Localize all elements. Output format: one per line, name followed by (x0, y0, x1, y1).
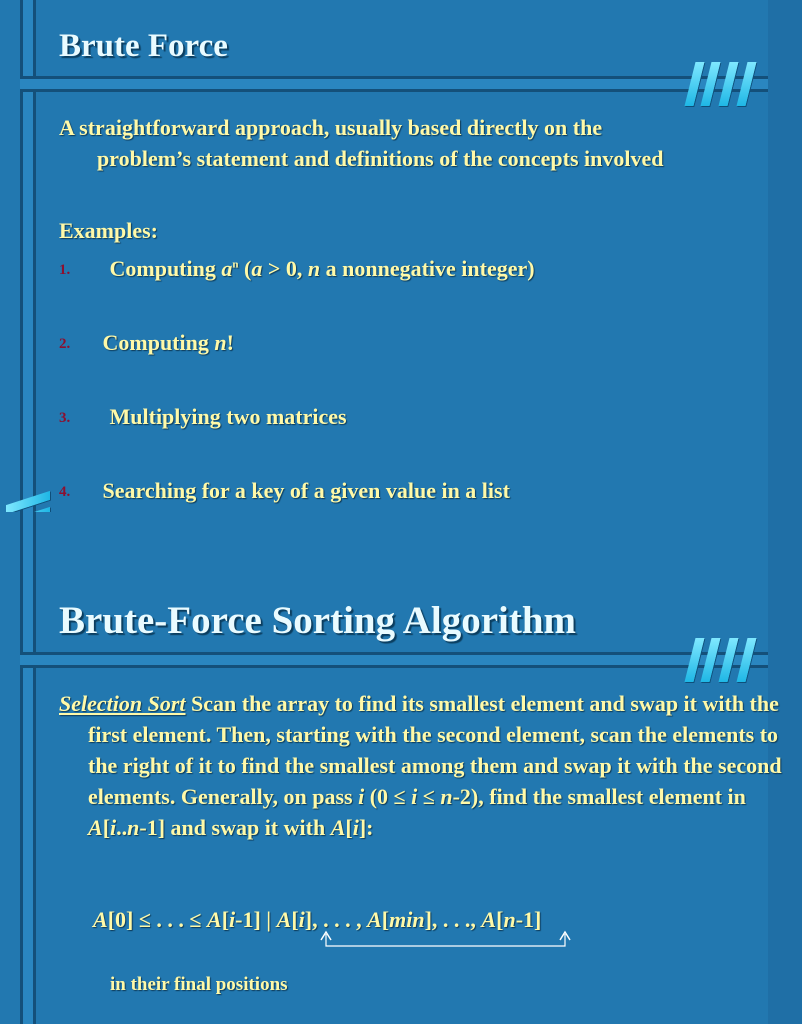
selection-sort-term: Selection Sort (59, 691, 186, 716)
formula-var: A (207, 907, 222, 932)
list-item (59, 478, 510, 504)
list-item (59, 404, 347, 430)
formula-var: A (481, 907, 497, 932)
desc-var: A (88, 815, 103, 840)
desc-text: ]: (358, 815, 374, 840)
desc-text: [ (102, 815, 111, 840)
formula-var: i (229, 907, 236, 932)
list-number: 3. (59, 410, 71, 426)
list-item (59, 256, 535, 282)
frame-horizontal-bar (20, 76, 768, 92)
desc-var: i (110, 815, 117, 840)
item-var: n (307, 256, 321, 281)
list-item (59, 330, 234, 356)
slide-1 (0, 0, 768, 512)
item-text: > 0, (262, 256, 308, 281)
desc-var: i (358, 784, 365, 809)
formula-text: [ (381, 907, 390, 932)
item-var: n (214, 330, 227, 355)
formula-text: -1] | (235, 907, 277, 932)
desc-var: n (127, 815, 140, 840)
desc-text: .. (116, 815, 128, 840)
formula-var: A (367, 907, 382, 932)
formula-text: ], . . . , (304, 907, 368, 932)
formula-text: [ (496, 907, 504, 932)
item-text: Computing (102, 330, 215, 355)
formula-text: -1] (515, 907, 542, 932)
final-positions-caption: in their final positions (110, 974, 288, 995)
frame-vertical-bar (20, 512, 36, 1024)
item-text: ( (238, 256, 252, 281)
list-number: 2. (59, 336, 71, 352)
desc-text: -2), find the smallest element in (452, 784, 746, 809)
desc-var: n (440, 784, 453, 809)
desc-text: -1] and swap it with (139, 815, 331, 840)
formula-text: [0] ≤ . . . ≤ (107, 907, 207, 932)
desc-text: (0 ≤ (364, 784, 412, 809)
desc-text: Scan the array to find its smallest element and swap it with the first element. Then, starting with the second element, scan the elements to the right of it to find the smallest among them and swap it with the second elements. Generally, on pass (88, 691, 782, 809)
formula-var: i (298, 907, 305, 932)
formula-var: A (276, 907, 292, 932)
selection-sort-paragraph (59, 688, 788, 843)
item-text: Multiplying two matrices (109, 404, 347, 429)
list-number: 1. (59, 262, 71, 278)
item-var: a (221, 256, 233, 281)
item-text: Computing (109, 256, 222, 281)
formula-var: n (503, 907, 516, 932)
desc-var: i (411, 784, 418, 809)
slide-title: Brute-Force Sorting Algorithm (59, 599, 577, 642)
list-number: 4. (59, 484, 71, 500)
item-text: Searching for a key of a given value in a list (102, 478, 510, 503)
formula-text: [ (221, 907, 230, 932)
slide-2 (0, 512, 782, 1024)
intro-paragraph (59, 112, 802, 174)
slide-title: Brute Force (59, 28, 228, 64)
desc-text: ≤ (417, 784, 441, 809)
formula-text: ], . . ., (424, 907, 482, 932)
formula-var: A (93, 907, 108, 932)
desc-var: A (330, 815, 346, 840)
desc-text: [ (345, 815, 353, 840)
item-sup: n (232, 258, 239, 271)
formula-text: [ (291, 907, 299, 932)
item-text: ! (226, 330, 234, 355)
item-var: a (251, 256, 263, 281)
intro-line-2: problem’s statement and definitions of the concepts involved (97, 146, 664, 171)
formula-var: min (389, 907, 425, 932)
desc-var: i (352, 815, 359, 840)
intro-line-1: A straightforward approach, usually based directly on the (59, 115, 603, 140)
swap-bracket-icon (316, 926, 572, 952)
examples-label: Examples: (59, 218, 158, 243)
frame-horizontal-bar (20, 652, 768, 668)
item-text: a nonnegative integer) (320, 256, 535, 281)
